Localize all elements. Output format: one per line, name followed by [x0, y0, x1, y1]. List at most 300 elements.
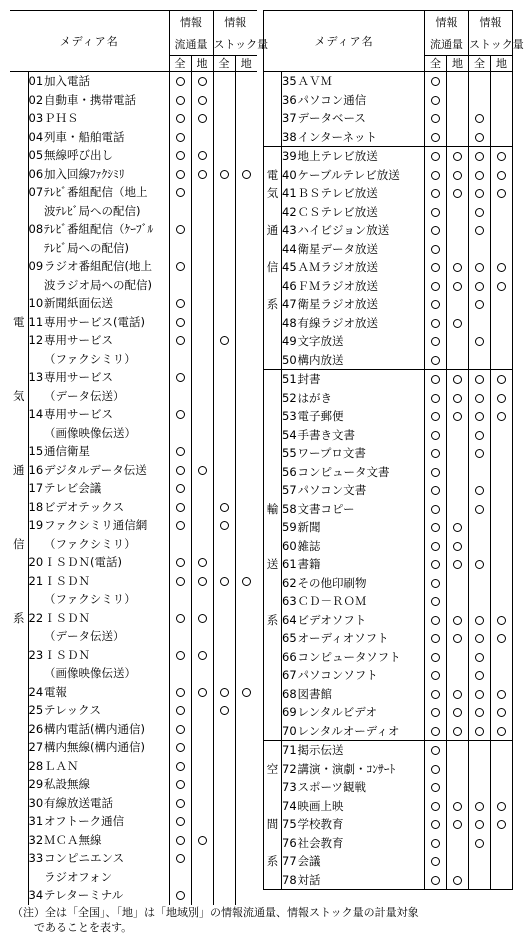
- section-label: [10, 849, 28, 868]
- flow-regional-cell: [191, 387, 213, 406]
- circle-mark-icon: [176, 521, 185, 530]
- stock-header: ストック量: [469, 33, 513, 56]
- circle-mark-icon: [176, 706, 185, 715]
- stock-regional-cell: [491, 258, 513, 277]
- flow-all-cell: [169, 479, 191, 498]
- circle-mark-icon: [475, 282, 484, 291]
- circle-mark-icon: [431, 876, 440, 885]
- section-label: 系: [264, 295, 282, 314]
- stock-all-cell: [213, 886, 235, 905]
- circle-mark-icon: [453, 560, 462, 569]
- media-name: ＡＭラジオ放送: [298, 258, 425, 277]
- circle-mark-icon: [475, 505, 484, 514]
- section-label: [10, 442, 28, 461]
- circle-mark-icon: [431, 523, 440, 532]
- media-name: 書籍: [298, 555, 425, 574]
- circle-mark-icon: [176, 503, 185, 512]
- circle-mark-icon: [431, 300, 440, 309]
- flow-regional-cell: [191, 868, 213, 887]
- flow-regional-cell: [191, 183, 213, 202]
- stock-regional-cell: [491, 834, 513, 853]
- row-number: 32: [28, 832, 44, 847]
- circle-mark-icon: [453, 523, 462, 532]
- flow-all-cell: [425, 722, 447, 741]
- table-row: [264, 537, 513, 556]
- flow-regional-cell: [191, 535, 213, 554]
- circle-mark-icon: [176, 299, 185, 308]
- flow-regional-cell: [191, 646, 213, 665]
- row-number: 01: [28, 74, 44, 89]
- media-name: ＩＳＤＮ: [44, 609, 169, 628]
- stock-all-cell: [469, 611, 491, 630]
- flow-all-cell: [169, 498, 191, 517]
- stock-all-cell: [213, 109, 235, 128]
- section-label: [264, 389, 282, 408]
- stock-all-cell: [213, 239, 235, 258]
- flow-regional-cell: [447, 444, 469, 463]
- section-label: [264, 203, 282, 222]
- flow-regional-cell: [191, 590, 213, 609]
- circle-mark-icon: [431, 468, 440, 477]
- circle-mark-icon: [475, 486, 484, 495]
- flow-header-top: 情報: [169, 11, 213, 34]
- flow-all-cell: [425, 426, 447, 445]
- flow-regional-cell: [447, 426, 469, 445]
- media-name: デジタルデータ伝送: [44, 461, 169, 480]
- section-label: 信: [10, 535, 28, 554]
- row-number: 71: [282, 741, 298, 760]
- section-label: [10, 590, 28, 609]
- section-label: [264, 72, 282, 91]
- stock-all-cell: [469, 648, 491, 667]
- stock-regional-cell: [235, 701, 257, 720]
- flow-regional-cell: [191, 572, 213, 591]
- circle-mark-icon: [176, 836, 185, 845]
- table-row: [264, 797, 513, 816]
- flow-regional-cell: [447, 277, 469, 296]
- table-row: [10, 442, 257, 461]
- circle-mark-icon: [431, 394, 440, 403]
- table-row: [264, 778, 513, 797]
- flow-regional-cell: [191, 146, 213, 165]
- circle-mark-icon: [176, 77, 185, 86]
- circle-mark-icon: [475, 152, 484, 161]
- stock-all-cell: [469, 685, 491, 704]
- stock-all-cell: [213, 794, 235, 813]
- flow-all-cell: [425, 852, 447, 871]
- media-name: ハイビジョン放送: [298, 221, 425, 240]
- stock-regional-cell: [235, 313, 257, 332]
- table-row: [264, 184, 513, 203]
- media-name: その他印刷物: [298, 574, 425, 593]
- flow-all-cell: [169, 868, 191, 887]
- stock-regional-cell: [235, 294, 257, 313]
- stock-all-cell: [213, 516, 235, 535]
- media-name: 専用サービス: [44, 368, 169, 387]
- media-name: パソコン通信: [298, 91, 425, 110]
- circle-mark-icon: [431, 412, 440, 421]
- col-flow-regional: 地: [191, 56, 213, 72]
- row-number: [28, 535, 44, 554]
- circle-mark-icon: [475, 114, 484, 123]
- stock-regional-cell: [235, 553, 257, 572]
- section-label: [264, 518, 282, 537]
- stock-all-cell: [213, 775, 235, 794]
- stock-regional-cell: [235, 165, 257, 184]
- section-label: [10, 276, 28, 295]
- table-row: [10, 461, 257, 480]
- media-name-header: メディア名: [10, 11, 169, 72]
- section-label: [264, 834, 282, 853]
- circle-mark-icon: [497, 412, 506, 421]
- table-body-right: [264, 72, 513, 890]
- flow-all-cell: [425, 166, 447, 185]
- flow-header: 流通量: [169, 33, 213, 56]
- section-label: [264, 703, 282, 722]
- flow-all-cell: [169, 239, 191, 258]
- flow-all-cell: [425, 407, 447, 426]
- circle-mark-icon: [431, 746, 440, 755]
- row-number: 67: [282, 668, 297, 683]
- row-number: 51: [282, 370, 298, 389]
- row-number: 10: [28, 296, 44, 311]
- circle-mark-icon: [453, 616, 462, 625]
- flow-regional-cell: [191, 331, 213, 350]
- media-name: 新聞紙面伝送: [44, 294, 169, 313]
- table-row: [10, 590, 257, 609]
- stock-regional-cell: [491, 314, 513, 333]
- flow-regional-cell: [191, 165, 213, 184]
- table-row: [10, 757, 257, 776]
- stock-all-cell: [213, 405, 235, 424]
- section-label: [10, 812, 28, 831]
- row-number: 52: [282, 390, 297, 405]
- flow-regional-cell: [447, 741, 469, 760]
- stock-all-cell: [213, 683, 235, 702]
- row-number: 30: [28, 795, 44, 810]
- flow-regional-cell: [447, 722, 469, 741]
- stock-all-cell: [469, 666, 491, 685]
- flow-regional-cell: [191, 350, 213, 369]
- row-number: 21: [28, 573, 44, 588]
- circle-mark-icon: [453, 634, 462, 643]
- flow-regional-cell: [447, 407, 469, 426]
- flow-all-cell: [425, 72, 447, 91]
- circle-mark-icon: [475, 653, 484, 662]
- media-name: 図書館: [298, 685, 425, 704]
- media-name: 構内無線(構内通信): [44, 738, 169, 757]
- table-row: [10, 165, 257, 184]
- circle-mark-icon: [475, 839, 484, 848]
- flow-all-cell: [425, 258, 447, 277]
- section-label: [10, 738, 28, 757]
- media-name: ＦＭラジオ放送: [298, 277, 425, 296]
- stock-regional-cell: [235, 812, 257, 831]
- stock-regional-cell: [235, 627, 257, 646]
- row-number: 17: [28, 481, 44, 496]
- stock-all-cell: [469, 91, 491, 110]
- media-table-right: [263, 10, 524, 890]
- stock-regional-cell: [491, 666, 513, 685]
- circle-mark-icon: [176, 558, 185, 567]
- stock-regional-cell: [235, 461, 257, 480]
- table-row: [10, 664, 257, 683]
- circle-mark-icon: [242, 170, 251, 179]
- stock-regional-cell: [491, 426, 513, 445]
- flow-regional-cell: [447, 760, 469, 779]
- row-number: [28, 387, 44, 406]
- stock-regional-cell: [235, 646, 257, 665]
- stock-regional-cell: [491, 760, 513, 779]
- stock-all-cell: [469, 166, 491, 185]
- flow-all-cell: [169, 331, 191, 350]
- stock-regional-cell: [235, 424, 257, 443]
- circle-mark-icon: [453, 802, 462, 811]
- row-number: 48: [282, 315, 297, 330]
- stock-regional-cell: [235, 535, 257, 554]
- circle-mark-icon: [431, 431, 440, 440]
- section-label: [264, 537, 282, 556]
- stock-all-cell: [213, 424, 235, 443]
- flow-regional-cell: [191, 757, 213, 776]
- flow-regional-cell: [447, 592, 469, 611]
- flow-regional-cell: [191, 461, 213, 480]
- flow-regional-cell: [191, 553, 213, 572]
- flow-regional-cell: [191, 664, 213, 683]
- circle-mark-icon: [176, 466, 185, 475]
- circle-mark-icon: [431, 783, 440, 792]
- stock-all-cell: [213, 720, 235, 739]
- flow-all-cell: [169, 738, 191, 757]
- media-name: 加入電話: [44, 72, 169, 91]
- stock-regional-cell: [491, 389, 513, 408]
- stock-regional-cell: [235, 146, 257, 165]
- stock-all-cell: [213, 553, 235, 572]
- section-label: [10, 220, 28, 239]
- stock-all-cell: [469, 184, 491, 203]
- row-number: 62: [282, 575, 297, 590]
- media-name: 文書コピー: [298, 500, 425, 519]
- stock-all-cell: [213, 627, 235, 646]
- row-number: 44: [282, 241, 297, 256]
- media-name: 専用サービス: [44, 331, 169, 350]
- stock-all-cell: [469, 778, 491, 797]
- table-row: [264, 685, 513, 704]
- circle-mark-icon: [475, 616, 484, 625]
- circle-mark-icon: [176, 318, 185, 327]
- stock-all-cell: [469, 834, 491, 853]
- table-row: [10, 220, 257, 239]
- stock-regional-cell: [491, 592, 513, 611]
- section-label: [10, 257, 28, 276]
- flow-regional-cell: [447, 389, 469, 408]
- row-number: 24: [28, 684, 44, 699]
- stock-all-cell: [469, 314, 491, 333]
- row-number: 14: [28, 407, 44, 422]
- stock-all-cell: [469, 370, 491, 389]
- circle-mark-icon: [220, 706, 229, 715]
- flow-regional-cell: [447, 574, 469, 593]
- circle-mark-icon: [431, 579, 440, 588]
- media-name-header: メディア名: [264, 11, 425, 72]
- flow-all-cell: [425, 760, 447, 779]
- table-row: [264, 592, 513, 611]
- media-name: はがき: [298, 389, 425, 408]
- stock-regional-cell: [491, 629, 513, 648]
- flow-all-cell: [169, 886, 191, 905]
- circle-mark-icon: [475, 394, 484, 403]
- stock-all-cell: [213, 535, 235, 554]
- stock-regional-cell: [491, 295, 513, 314]
- flow-regional-cell: [191, 239, 213, 258]
- circle-mark-icon: [497, 820, 506, 829]
- row-number: 74: [282, 798, 297, 813]
- table-row: [264, 332, 513, 351]
- row-number: 13: [28, 370, 44, 385]
- stock-all-cell: [469, 147, 491, 166]
- stock-regional-cell: [235, 257, 257, 276]
- flow-regional-cell: [447, 463, 469, 482]
- stock-all-cell: [469, 332, 491, 351]
- media-name: 加入回線ﾌｧｸｼﾐﾘ: [44, 165, 169, 184]
- stock-regional-cell: [491, 166, 513, 185]
- row-number: 15: [28, 444, 44, 459]
- row-number: 61: [282, 557, 297, 572]
- circle-mark-icon: [431, 114, 440, 123]
- section-label: 系: [264, 852, 282, 871]
- table-row: [10, 720, 257, 739]
- circle-mark-icon: [431, 671, 440, 680]
- circle-mark-icon: [431, 486, 440, 495]
- media-name: ＩＳＤＮ: [44, 572, 169, 591]
- stock-all-cell: [469, 518, 491, 537]
- flow-all-cell: [425, 555, 447, 574]
- section-label: [10, 886, 28, 905]
- section-label: [10, 294, 28, 313]
- media-name: 手書き文書: [298, 426, 425, 445]
- circle-mark-icon: [176, 780, 185, 789]
- stock-regional-cell: [235, 794, 257, 813]
- circle-mark-icon: [431, 505, 440, 514]
- table-row: [10, 794, 257, 813]
- circle-mark-icon: [453, 708, 462, 717]
- flow-all-cell: [425, 871, 447, 890]
- flow-all-cell: [169, 701, 191, 720]
- media-name: 地上テレビ放送: [298, 147, 425, 166]
- stock-regional-cell: [235, 128, 257, 147]
- media-table-left: [10, 10, 269, 905]
- row-number: 18: [28, 499, 44, 514]
- media-name: 自動車・携帯電話: [44, 91, 169, 110]
- circle-mark-icon: [497, 282, 506, 291]
- flow-all-cell: [425, 537, 447, 556]
- section-label: [264, 426, 282, 445]
- stock-all-cell: [213, 387, 235, 406]
- circle-mark-icon: [431, 96, 440, 105]
- section-label: [264, 314, 282, 333]
- section-label: [264, 370, 282, 389]
- stock-all-cell: [213, 257, 235, 276]
- media-name: （データ伝送）: [44, 627, 169, 646]
- section-label: 通: [10, 461, 28, 480]
- row-number: 16: [28, 462, 44, 477]
- media-name: 有線放送電話: [44, 794, 169, 813]
- circle-mark-icon: [431, 597, 440, 606]
- stock-regional-cell: [235, 516, 257, 535]
- flow-regional-cell: [447, 629, 469, 648]
- table-row: [10, 276, 257, 295]
- circle-mark-icon: [198, 151, 207, 160]
- stock-regional-cell: [491, 184, 513, 203]
- stock-regional-cell: [491, 407, 513, 426]
- circle-mark-icon: [475, 820, 484, 829]
- flow-all-cell: [425, 518, 447, 537]
- flow-regional-cell: [191, 609, 213, 628]
- stock-regional-cell: [491, 852, 513, 871]
- circle-mark-icon: [198, 170, 207, 179]
- table-row: [264, 109, 513, 128]
- table-row: [10, 72, 257, 91]
- circle-mark-icon: [220, 336, 229, 345]
- flow-all-cell: [169, 775, 191, 794]
- row-number: 72: [282, 761, 297, 776]
- flow-all-cell: [425, 666, 447, 685]
- circle-mark-icon: [176, 336, 185, 345]
- circle-mark-icon: [497, 634, 506, 643]
- stock-all-cell: [213, 738, 235, 757]
- stock-regional-cell: [491, 537, 513, 556]
- stock-regional-cell: [235, 183, 257, 202]
- media-name: 通信衛星: [44, 442, 169, 461]
- stock-all-cell: [469, 463, 491, 482]
- section-label: [264, 109, 282, 128]
- circle-mark-icon: [431, 560, 440, 569]
- stock-all-cell: [213, 461, 235, 480]
- row-number: 35: [282, 74, 297, 89]
- circle-mark-icon: [176, 725, 185, 734]
- section-label: [10, 479, 28, 498]
- table-row: [10, 257, 257, 276]
- row-number: 28: [28, 758, 44, 773]
- table-row: [264, 389, 513, 408]
- stock-all-cell: [469, 815, 491, 834]
- section-label: [10, 183, 28, 202]
- section-label: [264, 147, 282, 166]
- media-name: 波ラジオ局への配信): [44, 276, 169, 295]
- section-label: [264, 407, 282, 426]
- circle-mark-icon: [242, 577, 251, 586]
- circle-mark-icon: [176, 151, 185, 160]
- flow-regional-cell: [191, 720, 213, 739]
- flow-all-cell: [169, 313, 191, 332]
- circle-mark-icon: [198, 96, 207, 105]
- row-number: 58: [282, 501, 297, 516]
- flow-regional-cell: [191, 257, 213, 276]
- media-name: コンピュータソフト: [298, 648, 425, 667]
- flow-regional-cell: [191, 368, 213, 387]
- flow-all-cell: [425, 444, 447, 463]
- flow-regional-cell: [191, 683, 213, 702]
- section-label: [10, 109, 28, 128]
- section-label: 系: [10, 609, 28, 628]
- flow-all-cell: [425, 370, 447, 389]
- table-row: [10, 109, 257, 128]
- circle-mark-icon: [475, 708, 484, 717]
- media-name: 私設無線: [44, 775, 169, 794]
- media-name: ＢＳテレビ放送: [298, 184, 425, 203]
- flow-all-cell: [169, 294, 191, 313]
- flow-regional-cell: [191, 313, 213, 332]
